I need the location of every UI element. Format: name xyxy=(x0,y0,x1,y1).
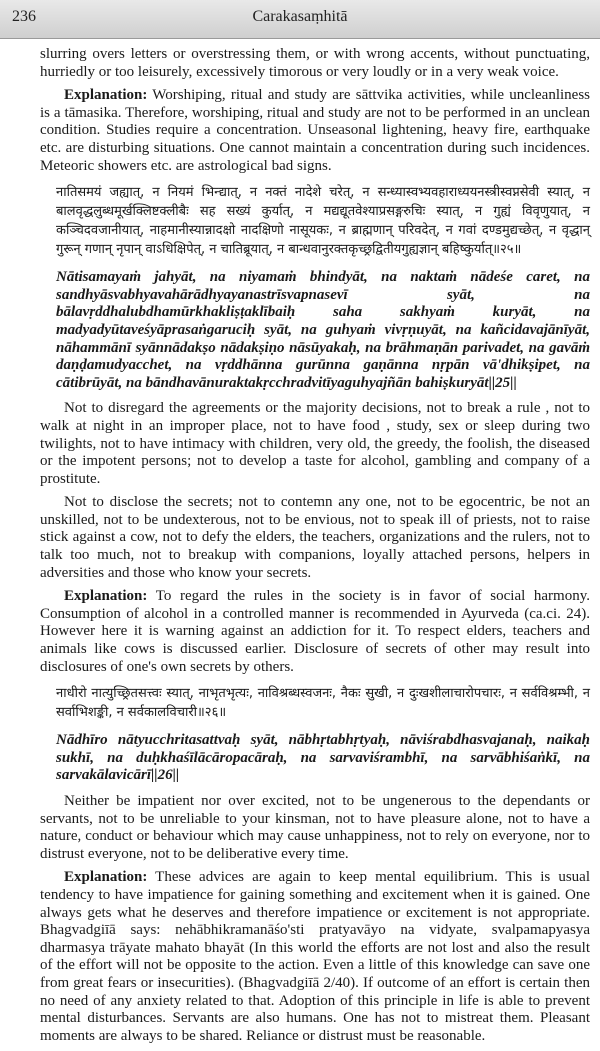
explanation-paragraph-3 xyxy=(40,869,590,1045)
sanskrit-verse-26: नाधीरो नात्युच्छ्रितसत्त्वः स्यात्, नाभृतभृत्यः, नाविश्रब्धस्वजनः, नैकः सुखी, न दुःखशीलाचारोपचारः, न सर्वविश्रम्भी, न सर्वाभिशङ्की, न सर्वकालविचारी॥२६॥ xyxy=(56,686,590,721)
explanation-text: To regard the rules in the society is in favor of social harmony. Consumption of alcohol in a controlled manner is recommended in Ayurveda (ca.ci. 24). However here it is warning against an addiction for it. To respect elders, teachers and animals like cows is discussed earlier. Disclosure of secrets of other may result into disclosures of one's own secrets by others. xyxy=(40,588,590,675)
transliteration-verse-26: Nādhīro nātyucchritasattvaḥ syāt, nābhṛtabhṛtyaḥ, nāviśrabdhasvajanaḥ, naikaḥ sukhī, na duḥkhaśīlācāropacāraḥ, na sarvaviśrambhī, na sarvābhiśaṅkī, na sarvakālavicārī||26|| xyxy=(56,732,590,784)
translation-paragraph-2: Not to disclose the secrets; not to contemn any one, not to be egocentric, be not an unskilled, not to be undexterous, not to be envious, not to speak ill of priests, not to raise stick against a cow, not to defy the elders, the teachers, organizations and the rulers, not to talk too much, not to breakup with companions, loyally attached persons, helpers in adversities and those who know your secrets. xyxy=(40,494,590,581)
sanskrit-verse-25: नातिसमयं जह्यात्, न नियमं भिन्द्यात्, न नक्तं नादेशे चरेत्, न सन्ध्यास्वभ्यवहाराध्ययनस्त्रीस्वप्नसेवी स्यात्, न बालवृद्धलुब्धमूर्खक्लिष्टक्लीबैः सह सख्यं कुर्यात्, न मद्यद्यूतवेश्याप्रसङ्गरुचिः स्यात्, न गुह्यं विवृणुयात्, न कञ्चिदवजानीयात्, नाहमानीस्यान्नादक्षो नादक्षिणो नासूयकः, न ब्राह्मणान् परिवदेत्, न गवां दण्डमुद्यच्छेत्, न वृद्धान् गुरून् गणान् नृपान् वाऽधिक्षिपेत्, न चातिब्रूयात्, न बान्धवानुरक्तकृच्छ्रद्वितीयगुह्यज्ञान् बहिष्कुर्यात्॥२५॥ xyxy=(56,185,590,258)
translation-paragraph-3: Neither be impatient nor over excited, not to be ungenerous to the dependants or servants, not to be unreliable to your kinsman, not to have pleasure alone, not to have a nature, conduct or behaviour which may cause unhappiness, not to rely on everyone, nor to distrust everyone, not to be deliberative every time. xyxy=(40,793,590,862)
explanation-text: These advices are again to keep mental equilibrium. This is usual tendency to have impatience for gaining something and excitement when it is gained. One always gets what he deserves and therefore impatience or excitement is not appropriate. Bhagvadgiīā says: nehābhikramanāśo'sti pratyavāyo na vidyate, svalpamapyasya dharmasya trāyate mahato bhayāt (In this world the efforts are not lost and also the result of the effort will not be opposite to the action. Even a little of this knowledge can save one from great fears or insecurities). (Bhagvadgiīā 2/40). If outcome of an effort is certain then no need of any anxiety related to that. Adoption of this principle in life is able to prevent mental disturbances. Servants are also humans. One has not to mistreat them. Pleasant moments are always to be shared. Reliance or distrust must be reasonable. xyxy=(40,869,590,1044)
translation-paragraph-1: Not to disregard the agreements or the majority decisions, not to break a rule , not to walk at night in an improper place, not to have food , study, sex or sleep during two twilights, not to have intimacy with children, very old, the greedy, the foolish, the diseased or the impotent persons; not to develop a taste for alcohol, gambling and company of a prostitute. xyxy=(40,400,590,487)
explanation-label: Explanation: xyxy=(64,588,148,605)
explanation-paragraph-2 xyxy=(40,588,590,676)
page-number: 236 xyxy=(12,8,36,25)
explanation-paragraph-1 xyxy=(40,87,590,175)
explanation-text: Worshiping, ritual and study are sāttvika activities, while uncleanliness is a tāmasika. Therefore, worshiping, ritual and study are not to be performed in an unclean condition. Studies require a concentration. Unseasonal lightening, heavy fire, earthquake etc. are disturbing situations. One cannot maintain a concentration during such incidences. Meteoric showers etc. are astrological bad signs. xyxy=(40,87,590,174)
page-body xyxy=(40,46,590,1051)
transliteration-verse-25: Nātisamayaṁ jahyāt, na niyamaṁ bhindyāt, na naktaṁ nādeśe caret, na sandhyāsvabhyavahārādhyayanastrīsvapnasevī syāt, na bālavṛddhalubdhamūrkhakliṣṭaklībaiḥ saha sakhyaṁ kuryāt, na madyadyūtaveśyāprasaṅgaruciḥ syāt, na guhyaṁ vivṛṇuyāt, na kañcidavajānīyāt, nāhammānī syānnādakṣo nādakṣiṇo nāsūyakaḥ, na brāhmaṇān parivadet, na gavāṁ daṇḍamudyacchet, na vṛddhānna gurūnna gaṇānna nṛpān vā'dhikṣipet, na cātibrūyāt, na bāndhavānuraktakṛcchradvitīyaguhyajñān bahiṣkuryāt||25|| xyxy=(56,269,590,391)
explanation-label: Explanation: xyxy=(64,87,148,104)
running-title: Carakasaṃhitā xyxy=(252,8,348,25)
continuation-paragraph: slurring overs letters or overstressing them, or with wrong accents, without punctuating, hurriedly or too leisurely, excessively timorous or very loudly or in a very weak voice. xyxy=(40,46,590,80)
page-header xyxy=(0,0,600,39)
explanation-label: Explanation: xyxy=(64,869,148,886)
